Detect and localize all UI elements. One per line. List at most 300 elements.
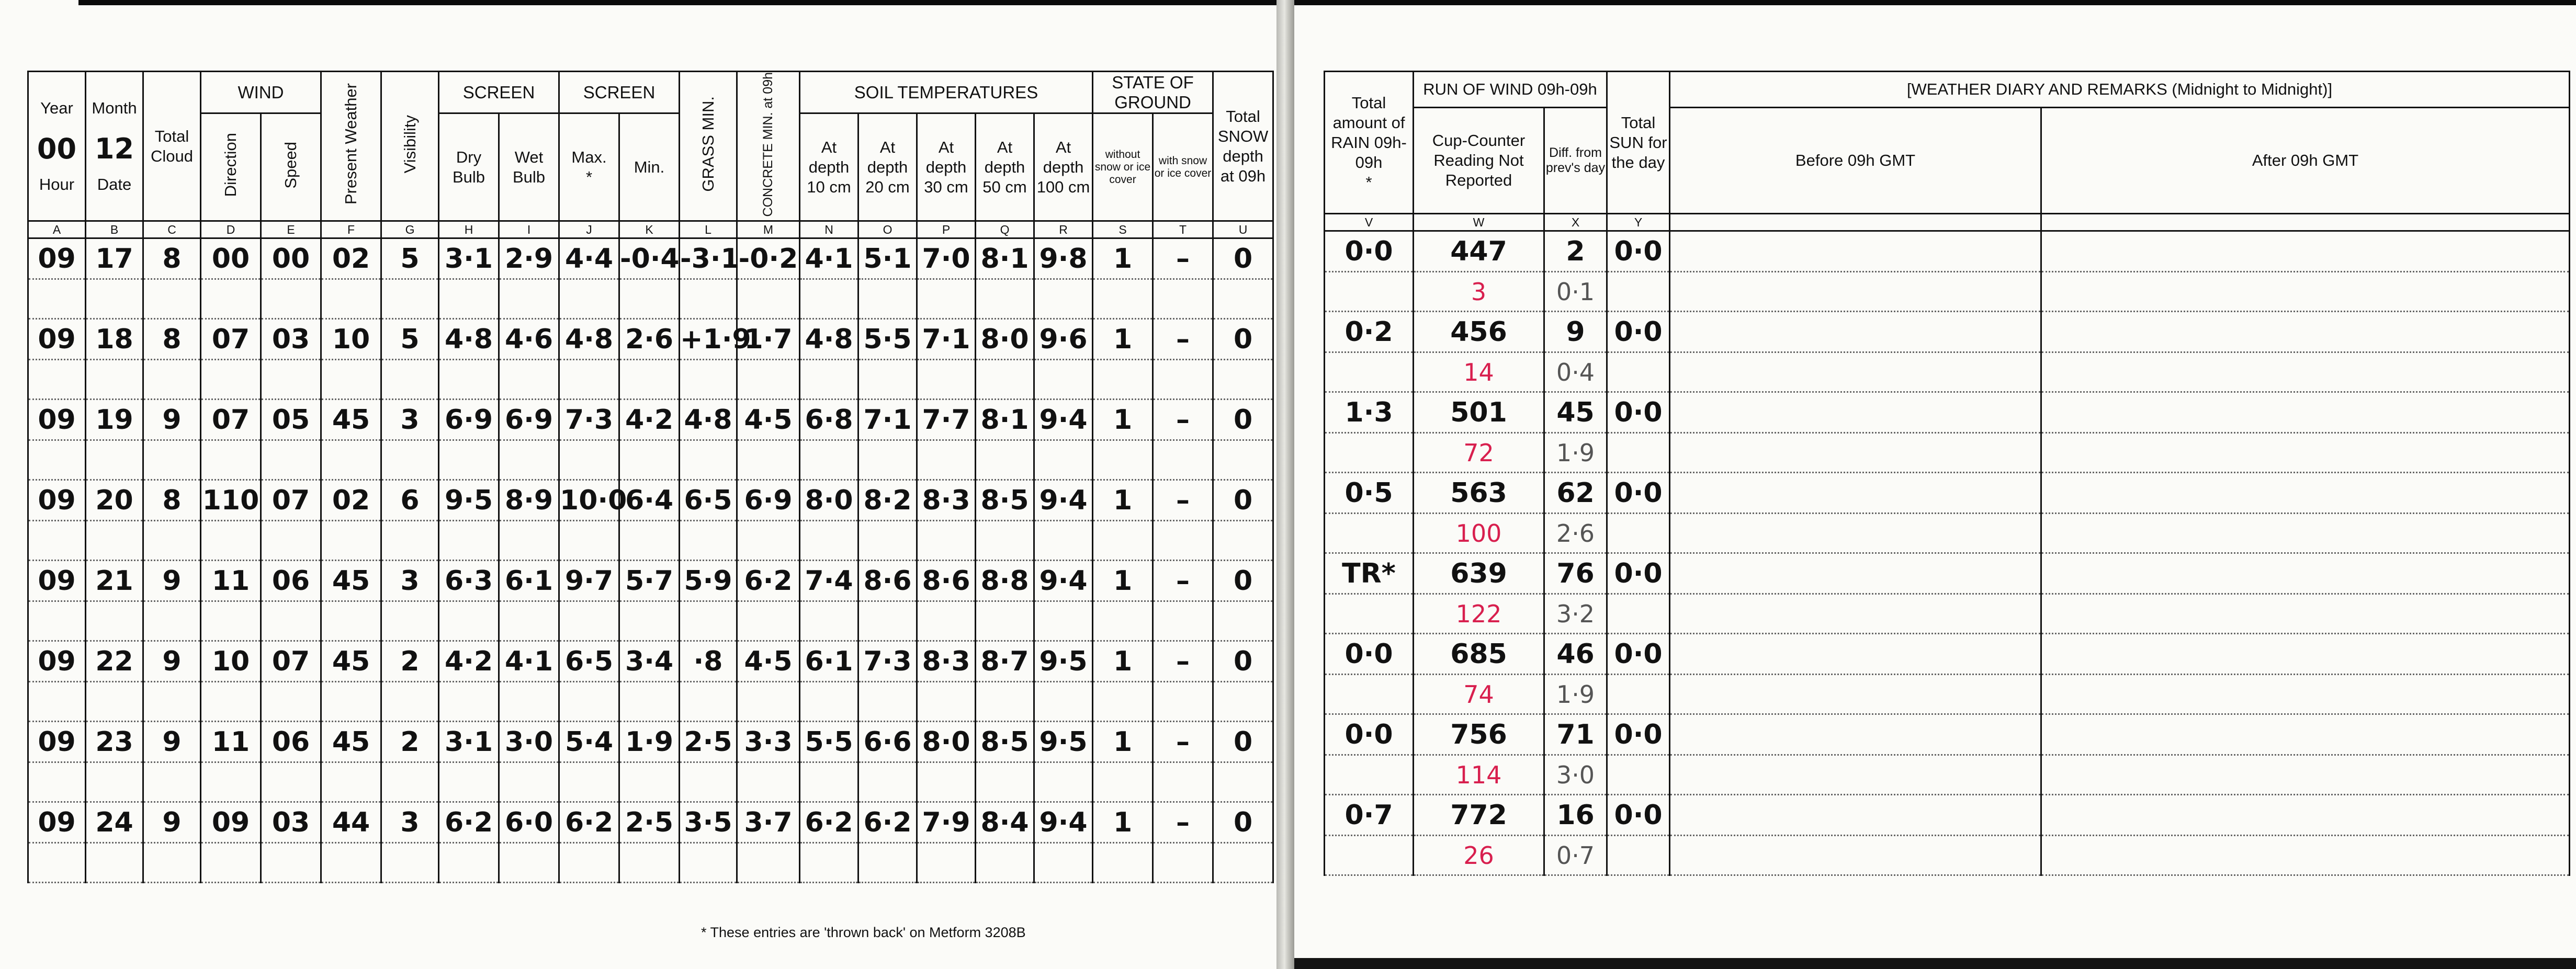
blank-cell	[800, 762, 858, 802]
observation-cell: 1	[1093, 802, 1153, 843]
blank-cell	[499, 843, 559, 883]
observation-cell: 45	[321, 722, 381, 762]
observation-cell: 6·9	[439, 400, 499, 440]
blank-cell	[858, 360, 917, 400]
observation-cell: 9·4	[1034, 400, 1093, 440]
blank-cell	[1213, 762, 1273, 802]
blank-cell	[1325, 272, 1414, 312]
blank-cell	[28, 360, 86, 400]
blank-cell	[28, 440, 86, 480]
observation-cell: 9·5	[439, 480, 499, 521]
blank-cell	[1607, 272, 1670, 312]
observation-cell: 3·5	[680, 802, 737, 843]
blank-cell	[499, 682, 559, 722]
observation-cell: +1·9	[680, 319, 737, 360]
present-weather-label: Present Weather	[342, 83, 360, 205]
blank-cell	[1034, 279, 1093, 319]
blank-cell	[86, 279, 143, 319]
observation-cell: 4·8	[680, 400, 737, 440]
diary-after-cell	[2041, 553, 2570, 594]
blank-cell	[976, 682, 1034, 722]
column-letter: V	[1325, 214, 1414, 231]
blank-cell	[261, 682, 321, 722]
column-letter: B	[86, 221, 143, 238]
observation-cell: 9	[143, 722, 201, 762]
diary-before-cell	[1670, 433, 2041, 473]
blank-cell	[28, 521, 86, 561]
daily-subrow	[1325, 675, 2570, 714]
soil-100cm-header: At depth 100 cm	[1034, 113, 1093, 221]
blank-cell	[321, 360, 381, 400]
observation-cell: 8·0	[800, 480, 858, 521]
observation-cell: 5·7	[619, 561, 680, 601]
blank-cell	[559, 762, 619, 802]
observation-cell: 02	[321, 480, 381, 521]
daily-subrow	[1325, 755, 2570, 795]
blank-cell	[261, 360, 321, 400]
blank-row	[28, 762, 1273, 802]
observation-cell: 8·2	[858, 480, 917, 521]
observation-cell: 11	[201, 561, 261, 601]
blank-cell	[619, 360, 680, 400]
without-snow-header: without snow or ice cover	[1093, 113, 1153, 221]
column-letter: T	[1153, 221, 1213, 238]
observation-cell: 7·1	[858, 400, 917, 440]
diary-before-cell	[1670, 836, 2041, 875]
observation-cell: 6·4	[619, 480, 680, 521]
column-letter: H	[439, 221, 499, 238]
blank-cell	[619, 682, 680, 722]
blank-row	[28, 360, 1273, 400]
column-letter: X	[1544, 214, 1607, 231]
observation-cell: 7·9	[917, 802, 976, 843]
observation-cell: 4·8	[800, 319, 858, 360]
observation-cell: ·8	[680, 641, 737, 682]
observation-cell: 24	[86, 802, 143, 843]
blank-cell	[1093, 440, 1153, 480]
blank-cell	[1607, 352, 1670, 392]
observation-cell: -0·4	[619, 238, 680, 279]
diary-before-cell	[1670, 392, 2041, 433]
column-letter: C	[143, 221, 201, 238]
cup-counter-cell: 639	[1414, 553, 1544, 594]
observation-cell: 0	[1213, 480, 1273, 521]
blank-row	[28, 843, 1273, 883]
direction-label: Direction	[221, 133, 240, 197]
soil-20cm-header: At depth 20 cm	[858, 113, 917, 221]
observation-cell: 8·3	[917, 480, 976, 521]
blank-cell	[1153, 843, 1213, 883]
blank-cell	[439, 360, 499, 400]
observation-cell: 8·6	[858, 561, 917, 601]
observation-cell: 1	[1093, 641, 1153, 682]
observation-cell: 09	[28, 802, 86, 843]
blank-cell	[619, 601, 680, 641]
grass-min-header	[680, 72, 737, 221]
sun-cell: 0·0	[1607, 714, 1670, 755]
observation-cell: -3·1	[680, 238, 737, 279]
diary-before-cell	[1670, 634, 2041, 675]
observation-cell: 7·3	[559, 400, 619, 440]
blank-cell	[1213, 682, 1273, 722]
diary-after-cell	[2041, 755, 2570, 795]
observation-cell: 09	[28, 641, 86, 682]
observation-cell: 9·7	[559, 561, 619, 601]
diary-before-cell	[1670, 594, 2041, 634]
observation-cell: 06	[261, 561, 321, 601]
run-of-wind-total-cell: 72	[1414, 433, 1544, 473]
rain-cell: 1·3	[1325, 392, 1414, 433]
diary-before-cell	[1670, 231, 2041, 272]
rain-cell: 0·7	[1325, 795, 1414, 836]
observation-cell: 4·2	[619, 400, 680, 440]
max-label: Max.	[571, 147, 607, 166]
observation-row	[28, 722, 1273, 762]
observation-cell: 8·6	[917, 561, 976, 601]
run-of-wind-avg-cell: 0·7	[1544, 836, 1607, 875]
observation-cell: –	[1153, 400, 1213, 440]
observation-cell: 1	[1093, 722, 1153, 762]
diff-header: Diff. from prev's day	[1544, 108, 1607, 214]
wind-diff-cell: 76	[1544, 553, 1607, 594]
observation-cell: 6·5	[559, 641, 619, 682]
observation-cell: 6·2	[737, 561, 800, 601]
observation-cell: 8·0	[976, 319, 1034, 360]
blank-cell	[1325, 836, 1414, 875]
blank-cell	[1153, 440, 1213, 480]
blank-cell	[86, 601, 143, 641]
blank-cell	[1034, 521, 1093, 561]
diary-before-cell	[1670, 795, 2041, 836]
observation-cell: 9·4	[1034, 802, 1093, 843]
blank-cell	[321, 601, 381, 641]
with-snow-header: with snow or ice cover	[1153, 113, 1213, 221]
run-of-wind-total-cell: 100	[1414, 514, 1544, 553]
diary-before-cell	[1670, 514, 2041, 553]
wind-diff-cell: 16	[1544, 795, 1607, 836]
observation-cell: 8·1	[976, 400, 1034, 440]
wind-header: WIND	[201, 72, 321, 113]
sun-cell: 0·0	[1607, 634, 1670, 675]
blank-cell	[559, 521, 619, 561]
total-cloud-header: Total Cloud	[143, 72, 201, 221]
wind-diff-cell: 9	[1544, 312, 1607, 352]
month-value: 12	[94, 132, 134, 165]
page-bottom-edge	[1294, 958, 2576, 969]
blank-cell	[680, 279, 737, 319]
blank-cell	[28, 279, 86, 319]
observation-cell: 3·0	[499, 722, 559, 762]
blank-cell	[800, 521, 858, 561]
blank-cell	[1093, 360, 1153, 400]
blank-cell	[1034, 440, 1093, 480]
observation-cell: 10·0	[559, 480, 619, 521]
daily-row	[1325, 312, 2570, 352]
blank-cell	[1093, 762, 1153, 802]
column-letter: K	[619, 221, 680, 238]
blank-cell	[143, 360, 201, 400]
concrete-min-label: CONCRETE MIN. at 09h	[761, 72, 776, 217]
observation-row	[28, 238, 1273, 279]
wind-diff-cell: 71	[1544, 714, 1607, 755]
blank-cell	[381, 682, 439, 722]
month-label: Month	[92, 98, 137, 117]
observation-cell: 5·4	[559, 722, 619, 762]
blank-cell	[559, 601, 619, 641]
observation-cell: 6·5	[680, 480, 737, 521]
column-letter: L	[680, 221, 737, 238]
cup-counter-cell: 756	[1414, 714, 1544, 755]
observation-cell: 07	[261, 641, 321, 682]
blank-cell	[381, 762, 439, 802]
blank-cell	[28, 682, 86, 722]
observation-cell: 2·5	[680, 722, 737, 762]
observation-cell: 4·8	[559, 319, 619, 360]
observation-cell: 0	[1213, 561, 1273, 601]
diary-after-cell	[2041, 514, 2570, 553]
observation-cell: 09	[28, 238, 86, 279]
daily-row	[1325, 634, 2570, 675]
blank-cell	[737, 601, 800, 641]
sun-cell: 0·0	[1607, 392, 1670, 433]
observation-cell: 8·1	[976, 238, 1034, 279]
blank-cell	[737, 843, 800, 883]
observation-cell: 6·2	[439, 802, 499, 843]
blank-cell	[737, 440, 800, 480]
blank-cell	[619, 762, 680, 802]
observation-cell: 09	[28, 319, 86, 360]
wet-bulb-header: Wet Bulb	[499, 113, 559, 221]
observation-cell: 44	[321, 802, 381, 843]
cup-counter-cell: 563	[1414, 473, 1544, 514]
soil-10cm-header: At depth 10 cm	[800, 113, 858, 221]
blank-cell	[321, 521, 381, 561]
blank-cell	[86, 682, 143, 722]
min-header: Min.	[619, 113, 680, 221]
observation-cell: 1	[1093, 400, 1153, 440]
blank-cell	[976, 440, 1034, 480]
blank-cell	[1153, 601, 1213, 641]
blank-cell	[737, 279, 800, 319]
observation-cell: 6	[381, 480, 439, 521]
observation-cell: 8·7	[976, 641, 1034, 682]
blank-cell	[143, 843, 201, 883]
blank-cell	[1607, 755, 1670, 795]
blank-cell	[499, 762, 559, 802]
observation-cell: 2·6	[619, 319, 680, 360]
daily-subrow	[1325, 594, 2570, 634]
sun-cell: 0·0	[1607, 553, 1670, 594]
blank-cell	[1213, 440, 1273, 480]
blank-cell	[1325, 433, 1414, 473]
blank-cell	[321, 843, 381, 883]
blank-cell	[439, 682, 499, 722]
observation-cell: 11	[201, 722, 261, 762]
weather-diary-header: [WEATHER DIARY AND REMARKS (Midnight to Midnight)]	[1670, 72, 2570, 108]
observation-cell: 1	[1093, 480, 1153, 521]
blank-cell	[439, 521, 499, 561]
observation-cell: 9·4	[1034, 480, 1093, 521]
present-weather-header	[321, 72, 381, 221]
blank-cell	[439, 843, 499, 883]
observation-cell: 1	[1093, 561, 1153, 601]
observation-row	[28, 561, 1273, 601]
blank-cell	[1325, 352, 1414, 392]
max-footnote-star: *	[585, 167, 593, 186]
blank-cell	[917, 762, 976, 802]
observation-cell: 3·3	[737, 722, 800, 762]
observation-cell: 1·9	[619, 722, 680, 762]
visibility-header	[381, 72, 439, 221]
footnote: * These entries are 'thrown back' on Metform 3208B	[701, 925, 1026, 940]
blank-cell	[737, 360, 800, 400]
observation-row	[28, 802, 1273, 843]
max-header	[559, 113, 619, 221]
total-snow-header: Total SNOW depth at 09h	[1213, 72, 1273, 221]
observation-cell: 6·2	[858, 802, 917, 843]
blank-cell	[201, 440, 261, 480]
speed-label: Speed	[281, 141, 300, 189]
blank-cell	[261, 521, 321, 561]
blank-cell	[1093, 843, 1153, 883]
observation-cell: 8·0	[917, 722, 976, 762]
blank-cell	[680, 762, 737, 802]
observation-cell: 1·7	[737, 319, 800, 360]
rain-cell: 0·5	[1325, 473, 1414, 514]
blank-cell	[1325, 675, 1414, 714]
visibility-label: Visibility	[400, 115, 419, 173]
column-letter: F	[321, 221, 381, 238]
blank-cell	[143, 601, 201, 641]
observation-cell: 4·5	[737, 641, 800, 682]
blank-cell	[381, 360, 439, 400]
blank-cell	[800, 440, 858, 480]
blank-cell	[143, 762, 201, 802]
observation-cell: 09	[28, 561, 86, 601]
daily-row	[1325, 473, 2570, 514]
blank-cell	[559, 360, 619, 400]
daily-subrow	[1325, 836, 2570, 875]
blank-cell	[86, 440, 143, 480]
blank-cell	[86, 762, 143, 802]
blank-cell	[858, 762, 917, 802]
observation-cell: 1	[1093, 238, 1153, 279]
diary-after-cell	[2041, 795, 2570, 836]
sun-cell: 0·0	[1607, 795, 1670, 836]
observation-cell: 9·5	[1034, 641, 1093, 682]
blank-cell	[499, 440, 559, 480]
blank-cell	[1034, 843, 1093, 883]
observation-cell: 0	[1213, 641, 1273, 682]
diary-before-cell	[1670, 553, 2041, 594]
date-label: Date	[97, 175, 132, 193]
blank-cell	[381, 521, 439, 561]
observation-row	[28, 319, 1273, 360]
observation-cell: 8·4	[976, 802, 1034, 843]
blank-cell	[1325, 594, 1414, 634]
diary-before-cell	[1670, 272, 2041, 312]
page-top-edge	[1294, 0, 2576, 5]
observation-cell: 7·1	[917, 319, 976, 360]
year-hour-header	[28, 72, 86, 221]
observation-cell: 4·1	[499, 641, 559, 682]
blank-cell	[439, 762, 499, 802]
observation-cell: –	[1153, 238, 1213, 279]
run-of-wind-avg-cell: 2·6	[1544, 514, 1607, 553]
total-sun-header: Total SUN for the day	[1607, 72, 1670, 214]
blank-cell	[86, 521, 143, 561]
column-letter: U	[1213, 221, 1273, 238]
observation-cell: 4·5	[737, 400, 800, 440]
blank-cell	[976, 762, 1034, 802]
blank-cell	[680, 682, 737, 722]
blank-cell	[261, 843, 321, 883]
column-letter: I	[499, 221, 559, 238]
blank-cell	[261, 279, 321, 319]
run-of-wind-total-cell: 114	[1414, 755, 1544, 795]
observation-cell: 9	[143, 400, 201, 440]
column-letter: D	[201, 221, 261, 238]
grass-min-label: GRASS MIN.	[698, 96, 717, 192]
run-of-wind-total-cell: 14	[1414, 352, 1544, 392]
diary-after-cell	[2041, 594, 2570, 634]
observation-cell: 0	[1213, 400, 1273, 440]
observation-cell: –	[1153, 480, 1213, 521]
observation-cell: -0·2	[737, 238, 800, 279]
blank-row	[28, 682, 1273, 722]
observation-cell: 03	[261, 319, 321, 360]
concrete-min-header	[737, 72, 800, 221]
run-of-wind-total-cell: 3	[1414, 272, 1544, 312]
blank-cell	[499, 521, 559, 561]
blank-cell	[28, 601, 86, 641]
cup-counter-cell: 456	[1414, 312, 1544, 352]
cup-counter-cell: 772	[1414, 795, 1544, 836]
run-of-wind-avg-cell: 3·2	[1544, 594, 1607, 634]
daily-row	[1325, 231, 2570, 272]
daily-row	[1325, 714, 2570, 755]
column-letter: Q	[976, 221, 1034, 238]
dry-bulb-header: Dry Bulb	[439, 113, 499, 221]
observation-cell: 22	[86, 641, 143, 682]
blank-cell	[976, 279, 1034, 319]
blank-cell	[559, 279, 619, 319]
observation-cell: 8	[143, 238, 201, 279]
blank-cell	[917, 601, 976, 641]
blank-cell	[976, 843, 1034, 883]
before-09h-header: Before 09h GMT	[1670, 108, 2041, 214]
observation-cell: 5·5	[858, 319, 917, 360]
observation-cell: 6·0	[499, 802, 559, 843]
blank-cell	[201, 762, 261, 802]
observation-cell: 17	[86, 238, 143, 279]
observation-cell: –	[1153, 641, 1213, 682]
blank-cell	[143, 521, 201, 561]
column-letter-blank	[2041, 214, 2570, 231]
observation-cell: 8·8	[976, 561, 1034, 601]
daily-subrow	[1325, 272, 2570, 312]
observation-cell: 3	[381, 802, 439, 843]
blank-cell	[737, 762, 800, 802]
blank-row	[28, 440, 1273, 480]
observation-cell: 0	[1213, 319, 1273, 360]
total-rain-header	[1325, 72, 1414, 214]
column-letter: A	[28, 221, 86, 238]
blank-cell	[143, 440, 201, 480]
run-of-wind-avg-cell: 0·1	[1544, 272, 1607, 312]
observation-cell: 3·4	[619, 641, 680, 682]
blank-cell	[737, 521, 800, 561]
